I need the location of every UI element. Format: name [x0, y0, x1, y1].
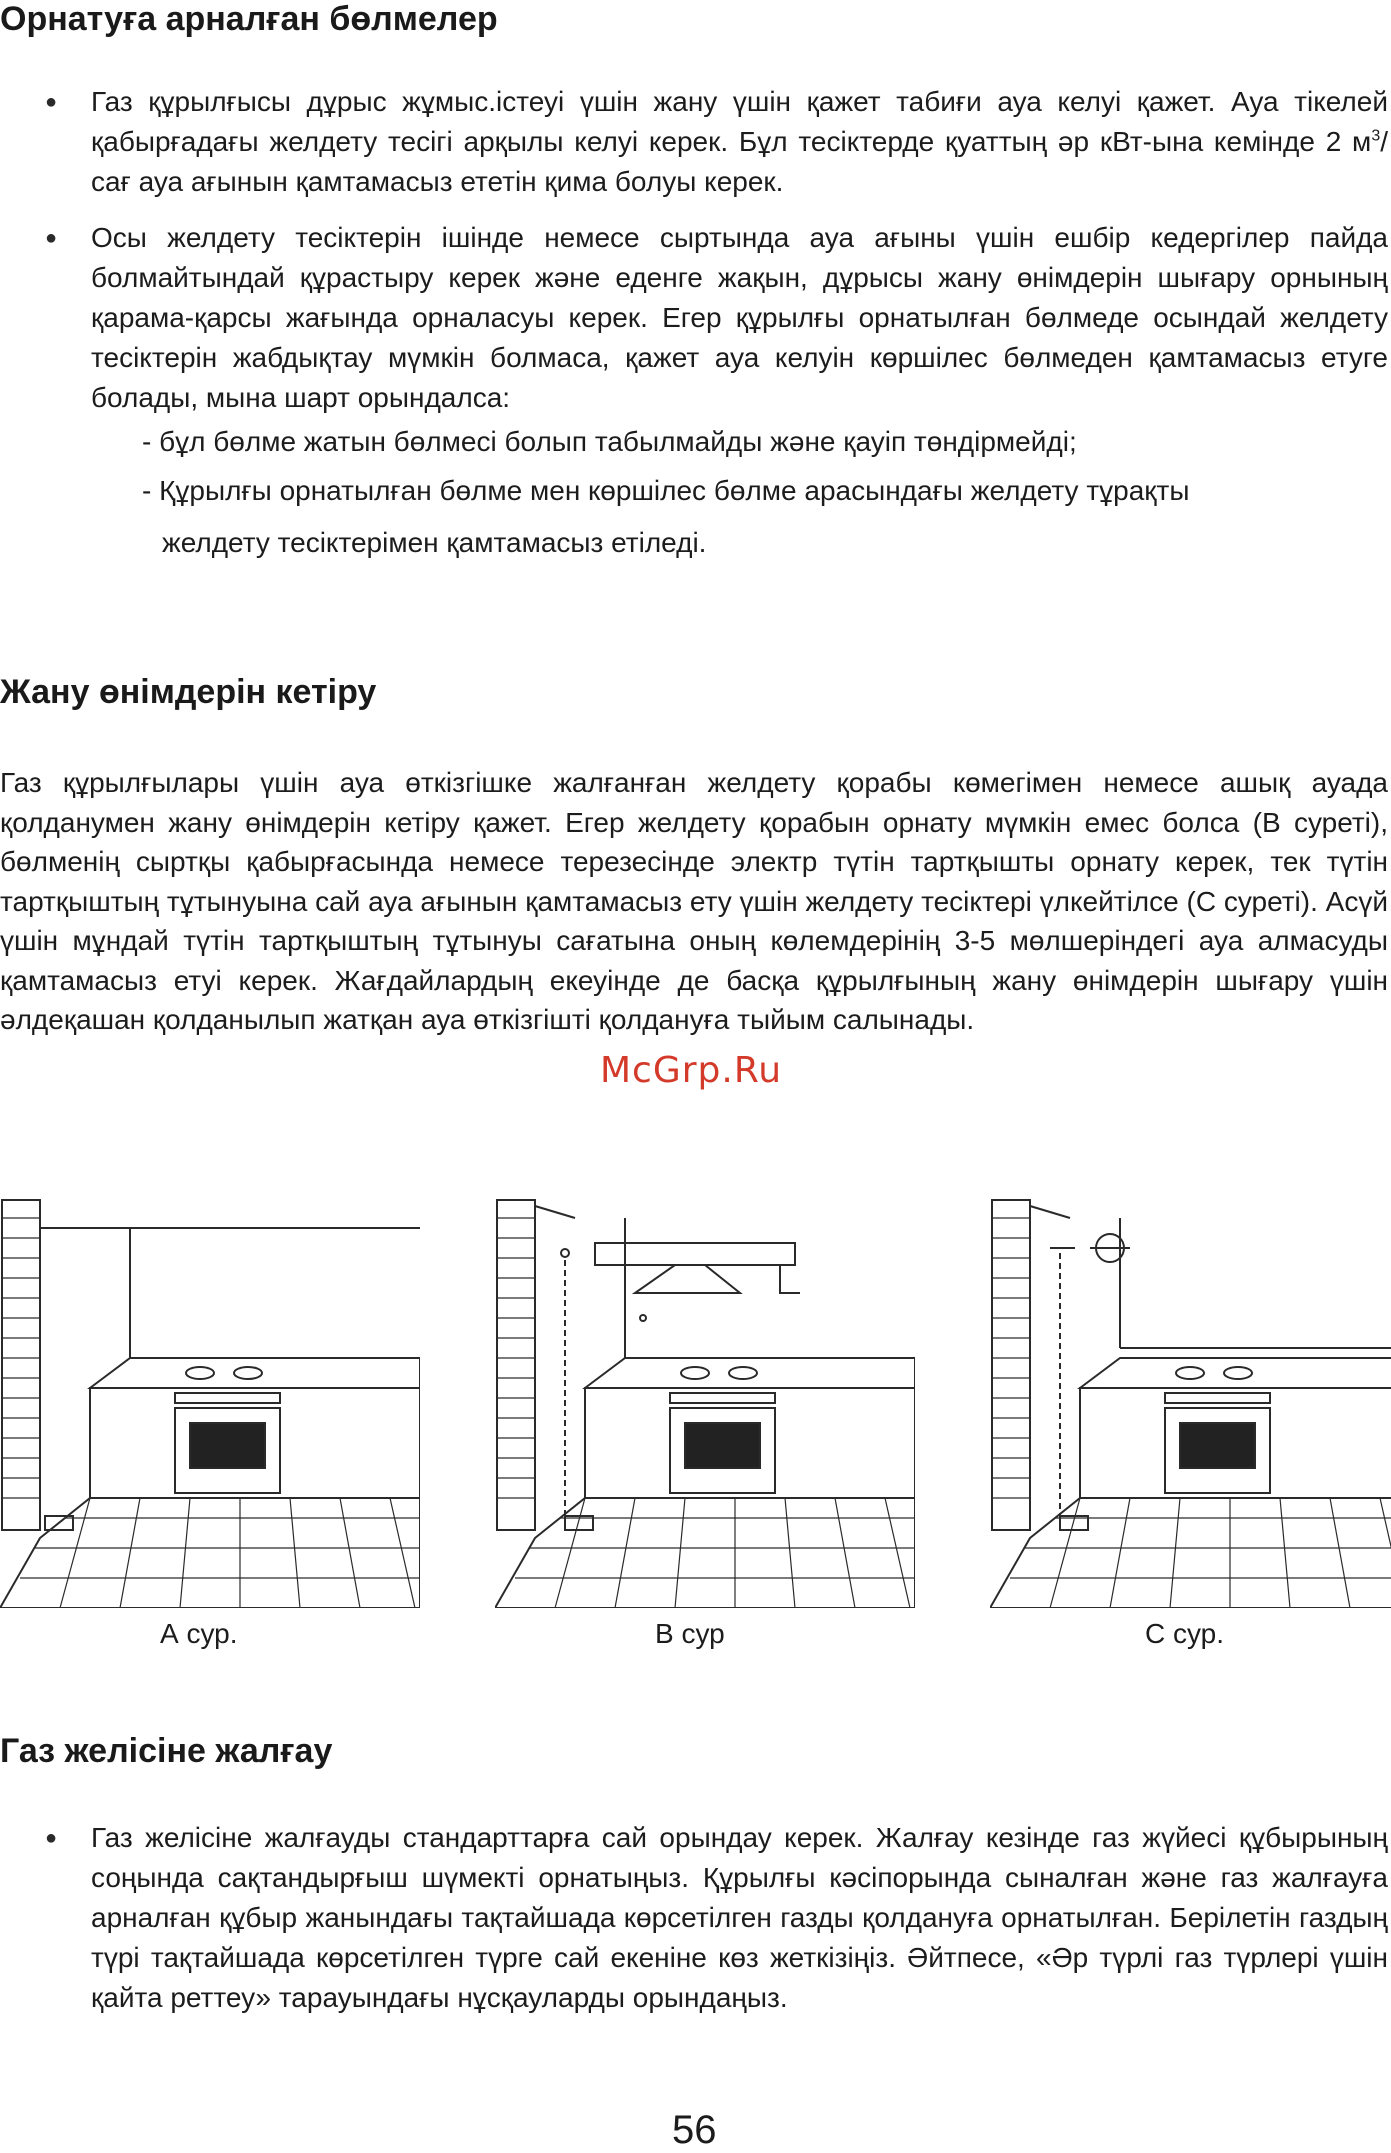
figure-a-caption: А сур. — [160, 1618, 238, 1649]
figure-c-kitchen — [990, 1198, 1391, 1608]
condition-line: желдету тесіктерімен қамтамасыз етіледі. — [162, 527, 707, 558]
list-item: ● Газ желісіне жалғауды стандарттарға сай орындау керек. Жалғау кезінде газ жүйесі құбырының соңында сақтандырғыш шүмекті орнатыңыз. Құрылғы кәсіпорында сыналған және газ жалғауға арналған құбыр жанындағы тақтайшада көрсетілген газды қолдануға орнатылған. Берілетін газдың түрі тақтайшада көрсетілген түрге сай екеніне көз жеткізіңіз. Әйтпесе, «Әр түрлі газ түрлері үшін қайта реттеу» тарауындағы нұсқауларды орындаңыз. — [45, 1818, 1388, 2018]
watermark-logo: McGrp.Ru — [600, 1050, 783, 1091]
figure-c-caption: С сур. — [1145, 1618, 1225, 1649]
figure-a-kitchen — [0, 1198, 420, 1608]
condition-line: - бұл бөлме жатын бөлмесі болып табылмайды және қауіп төндірмейді; — [142, 426, 1077, 457]
figure-b-kitchen — [495, 1198, 915, 1608]
gas-connection-list — [45, 1818, 1388, 2034]
superscript: 3 — [1371, 127, 1381, 145]
section-heading-gas-connection: Газ желісіне жалғау — [0, 1732, 333, 1770]
bullet-text-part: /сағ ауа ағынын қамтамасыз ететін қима болуы керек. — [91, 126, 1388, 197]
kitchen-illustration-a — [0, 1198, 420, 1608]
kitchen-illustration-b — [495, 1198, 915, 1608]
section-heading-exhaust: Жану өнімдерін кетіру — [0, 673, 377, 711]
exhaust-paragraph: Газ құрылғылары үшін ауа өткізгішке жалғанған желдету қорабы көмегімен немесе ашық ауада қолданумен жану өнімдерін кетіру қажет. Егер желдету қорабын орнату мүмкін емес болса (В суреті), бөлменің сыртқы қабырғасында немесе терезесінде электр түтін тартқышты орнату керек, тек түтін тартқыштың тұтынуына сай ауа ағынын қамтамасыз ету үшін желдету тесіктері үлкейтілсе (С суреті). Асүй үшін мұндай түтін тартқыштың тұтынуы сағатына оның көлемдерінің 3-5 мөлшеріндегі ауа алмасуды қамтамасыз етуі керек. Жағдайлардың екеуінде де басқа құрылғының жану өнімдерін шығару үшін әлдеқашан қолданылып жатқан ауа өткізгішті қолдануға тыйым салынады. — [0, 767, 1388, 1035]
kitchen-illustration-c — [990, 1198, 1391, 1608]
list-item: ● Осы желдету тесіктерін ішінде немесе сыртында ауа ағыны үшін ешбір кедергілер пайда болмайтындай құрастыру керек және еденге жақын, дұрысы жану өнімдерін шығару орнының қарама-қарсы жағында орналасуы керек. Егер құрылғы орнатылған бөлмеде осындай желдету тесіктерін жабдықтау мүмкін болмаса, қажет ауа келуін көршілес бөлмеден қамтамасыз етуге болады, мына шарт орындалса: — [45, 218, 1388, 418]
bullet-text-part: Газ құрылғысы дұрыс жұмыс.істеуі үшін жану үшін қажет табиғи ауа келуі қажет. Ауа тікелей қабырғадағы желдету тесігі арқылы келуі керек. Бұл тесіктерде қуаттың әр кВт-ына кемінде 2 м — [91, 86, 1388, 157]
page-number: 56 — [672, 2108, 717, 2152]
condition-line: - Құрылғы орнатылған бөлме мен көршілес бөлме арасындағы желдету тұрақты — [142, 475, 1190, 506]
list-item — [45, 82, 1388, 202]
figure-b-caption: В сур — [655, 1618, 725, 1649]
section-heading-installation-rooms: Орнатуға арналған бөлмелер — [0, 0, 498, 38]
ventilation-requirements-list — [45, 82, 1388, 434]
